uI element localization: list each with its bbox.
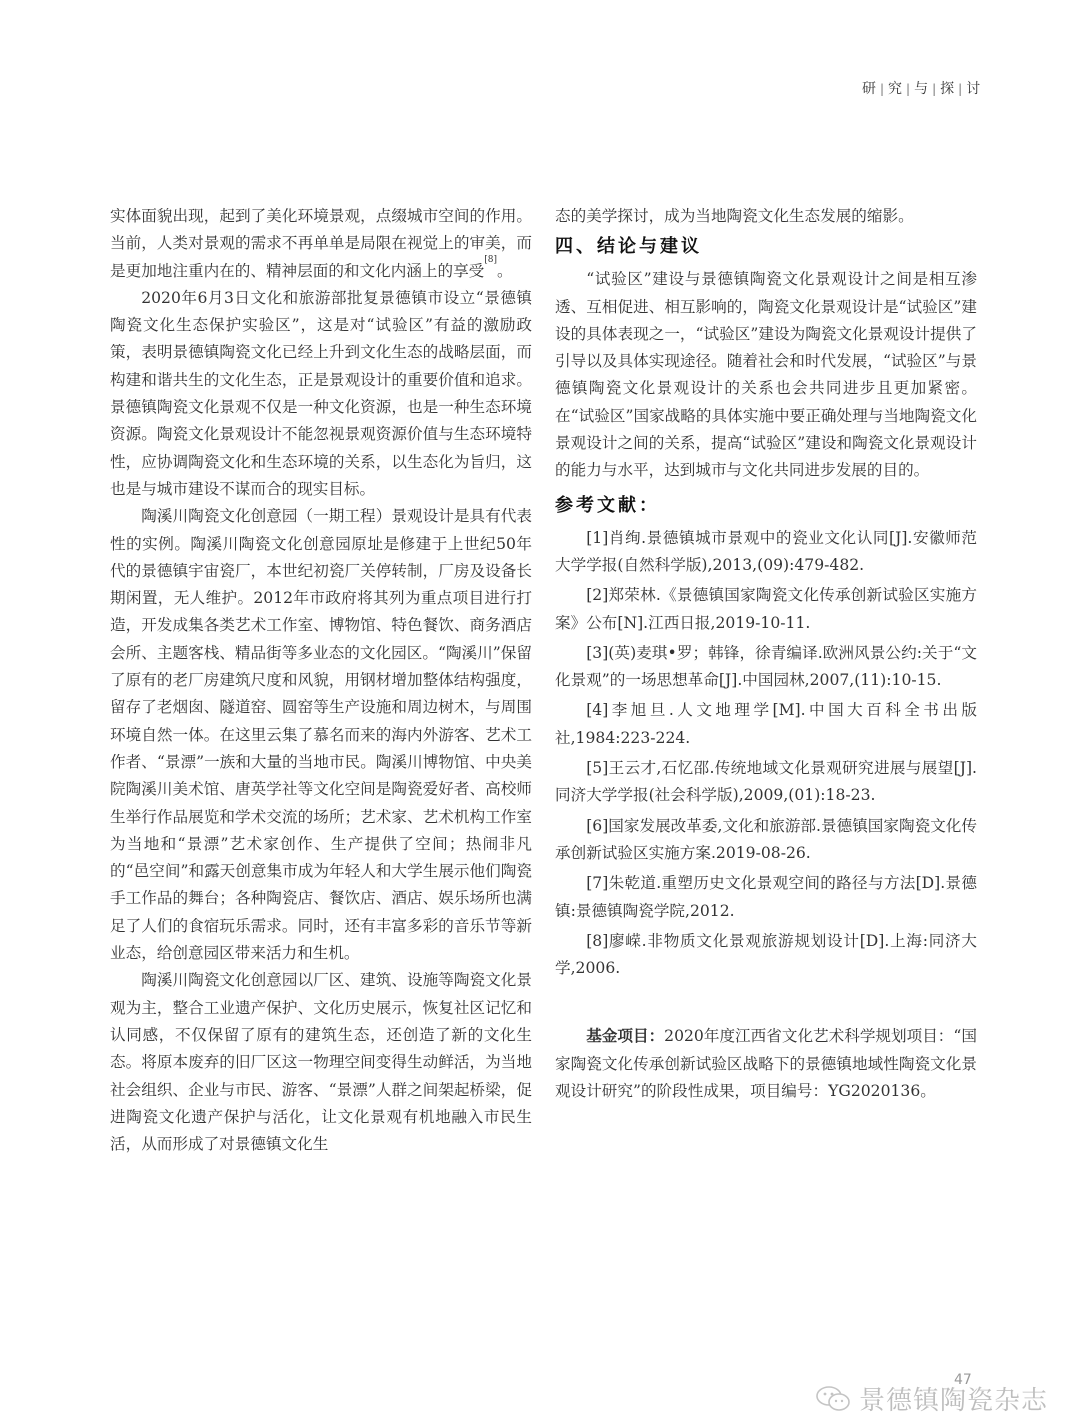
references-heading: 参考文献： (555, 494, 660, 516)
divider: | (932, 82, 938, 96)
wechat-icon (815, 1384, 853, 1414)
watermark-text: 景德镇陶瓷杂志 (859, 1386, 1049, 1416)
fund-note (555, 1022, 977, 1105)
paragraph (110, 203, 532, 285)
punctuation: 。 (497, 261, 513, 280)
reference-item: [7]朱乾道.重塑历史文化景观空间的路径与方法[D].景德镇:景德镇陶瓷学院,2012. (555, 874, 977, 920)
paragraph: “试验区”建设与景德镇陶瓷文化景观设计之间是相互渗透、互相促进、相互影响的，陶瓷文化景观设计是“试验区”建设的具体表现之一，“试验区”建设为陶瓷文化景观设计提供了引导以及具体实现途径。随着社会和时代发展，“试验区”与景德镇陶瓷文化景观设计的关系也会共同进步且更加紧密。在“试验区”国家战略的具体实施中要正确处理与当地陶瓷文化景观设计之间的关系，提高“试验区”建设和陶瓷文化景观设计的能力与水平，达到城市与文化共同进步发展的目的。 (555, 270, 977, 480)
section-heading: 四、结论与建议 (555, 236, 702, 258)
reference-item: [1]肖绚.景德镇城市景观中的瓷业文化认同[J].安徽师范大学学报(自然科学版),2013,(09):479-482. (555, 528, 977, 574)
running-head (862, 78, 981, 98)
divider: | (880, 82, 886, 96)
reference-item: [8]廖嵘.非物质文化景观旅游规划设计[D].上海:同济大学,2006. (555, 931, 977, 978)
running-head-char: 讨 (966, 81, 982, 97)
reference-item: [5]王云才,石忆邵.传统地域文化景观研究进展与展望[J].同济大学学报(社会科学版),2009,(01):18-23. (555, 759, 977, 805)
divider: | (958, 82, 964, 96)
running-head-char: 研 (862, 81, 877, 97)
running-head-char: 究 (888, 81, 904, 97)
paragraph: 2020年6月3日文化和旅游部批复景德镇市设立“景德镇陶瓷文化生态保护实验区”，这是对“试验区”有益的激励政策，表明景德镇陶瓷文化已经上升到文化生态的战略层面，而构建和谐共生的文化生态，正是景观设计的重要价值和追求。景德镇陶瓷文化景观不仅是一种文化资源，也是一种生态环境资源。陶瓷文化景观设计不能忽视景观资源价值与生态环境特性，应协调陶瓷文化和生态环境的关系，以生态化为旨归，这也是与城市建设不谋而合的现实目标。 (110, 288, 532, 498)
page-number: 47 (954, 1372, 972, 1388)
watermark (815, 1380, 1048, 1417)
running-head-char: 与 (914, 81, 930, 97)
left-column (110, 203, 532, 1158)
paragraph-text: 实体面貌出现，起到了美化环境景观，点缀城市空间的作用。当前，人类对景观的需求不再单单是局限在视觉上的审美，而是更加地注重内在的、精神层面的和文化内涵上的享受 (110, 207, 532, 280)
citation: [8] (484, 254, 498, 265)
paragraph: 态的美学探讨，成为当地陶瓷文化生态发展的缩影。 (555, 207, 914, 225)
fund-label: 基金项目： (586, 1026, 665, 1046)
paragraph: 陶溪川陶瓷文化创意园以厂区、建筑、设施等陶瓷文化景观为主，整合工业遗产保护、文化历史展示，恢复社区记忆和认同感，不仅保留了原有的建筑生态，还创造了新的文化生态。将原本废弃的旧厂区这一物理空间变得生动鲜活，为当地社会组织、企业与市民、游客、“景漂”人群之间架起桥梁，促进陶瓷文化遗产保护与活化，让文化景观有机地融入市民生活，从而形成了对景德镇文化生 (110, 971, 532, 1154)
reference-item: [2]郑荣林.《景德镇国家陶瓷文化传承创新试验区实施方案》公布[N].江西日报,2019-10-11. (555, 586, 977, 632)
reference-item: [6]国家发展改革委,文化和旅游部.景德镇国家陶瓷文化传承创新试验区实施方案.2019-08-26. (555, 816, 977, 862)
right-column (555, 203, 977, 1105)
divider: | (906, 82, 912, 96)
reference-item: [4]李旭旦.人文地理学[M].中国大百科全书出版社,1984:223-224. (555, 701, 977, 747)
running-head-char: 探 (940, 81, 956, 97)
fund-text: 2020年度江西省文化艺术科学规划项目：“国家陶瓷文化传承创新试验区战略下的景德镇地域性陶瓷文化景观设计研究”的阶段性成果，项目编号：YG2020136。 (555, 1027, 977, 1101)
reference-item: [3](英)麦琪•罗；韩锋，徐青编译.欧洲风景公约:关于“文化景观”的一场思想革命[J].中国园林,2007,(11):10-15. (555, 643, 977, 690)
paragraph: 陶溪川陶瓷文化创意园（一期工程）景观设计是具有代表性的实例。陶溪川陶瓷文化创意园原址是修建于上世纪50年代的景德镇宇宙瓷厂，本世纪初瓷厂关停转制，厂房及设备长期闲置，无人维护。2012年市政府将其列为重点项目进行打造，开发成集各类艺术工作室、博物馆、特色餐饮、商务酒店会所、主题客栈、精品街等多业态的文化园区。“陶溪川”保留了原有的老厂房建筑尺度和风貌，用钢材增加整体结构强度，留存了老烟囱、隧道窑、圆窑等生产设施和周边树木，与周围环境自然一体。在这里云集了慕名而来的海内外游客、艺术工作者、“景漂”一族和大量的当地市民。陶溪川博物馆、中央美院陶溪川美术馆、唐英学社等文化空间是陶瓷爱好者、高校师生举行作品展览和学术交流的场所；艺术家、艺术机构工作室为当地和“景漂”艺术家创作、生产提供了空间；热闹非凡的“邑空间”和露天创意集市成为年轻人和大学生展示他们陶瓷手工作品的舞台；各种陶瓷店、餐饮店、酒店、娱乐场所也满足了人们的食宿玩乐需求。同时，还有丰富多彩的音乐节等新业态，给创意园区带来活力和生机。 (110, 507, 532, 963)
